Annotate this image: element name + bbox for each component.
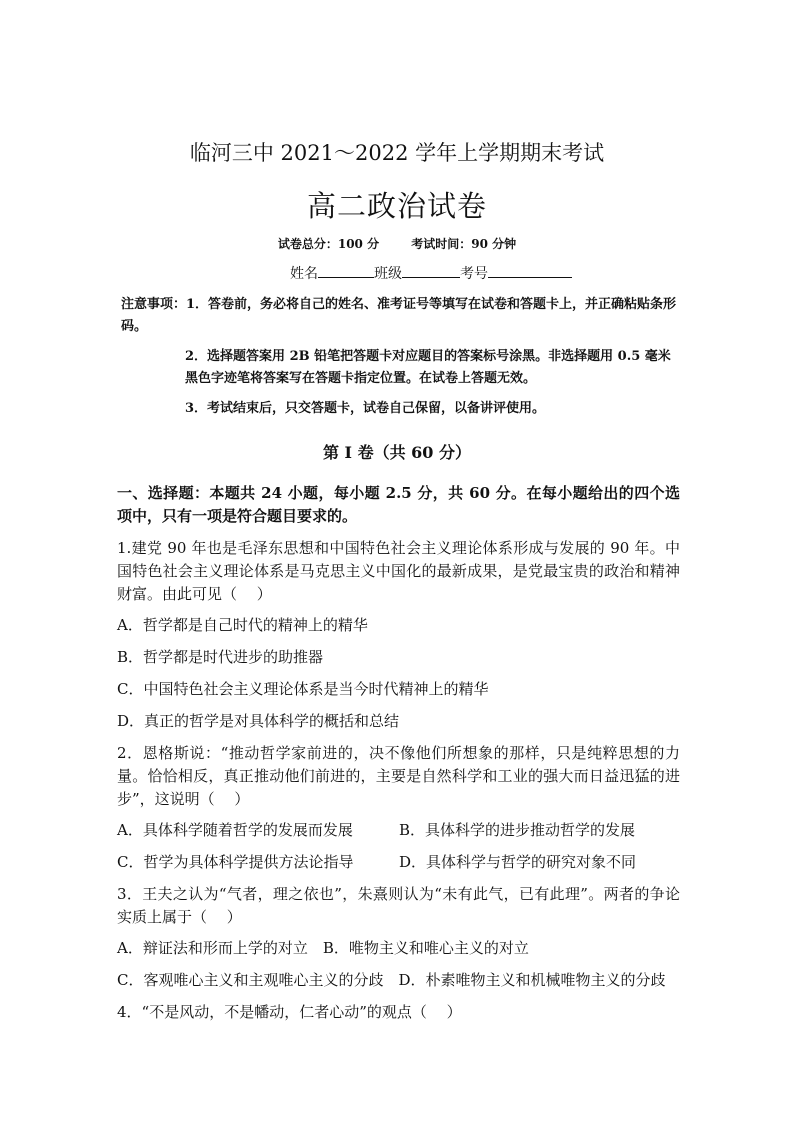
note-item: 2．选择题答案用 2B 铅笔把答题卡对应题目的答案标号涂黑。非选择题用 0.5 毫米黑色字迹笔将答案写在答题卡指定位置。在试卷上答题无效。 bbox=[185, 349, 671, 386]
option-b: B．哲学都是时代进步的助推器 bbox=[117, 648, 324, 666]
option-row bbox=[117, 819, 680, 842]
question-stem: 1.建党 90 年也是毛泽东思想和中国特色社会主义理论体系形成与发展的 90 年。中国特色社会主义理论体系是马克思主义中国化的最新成果，是党最宝贵的政治和精神财富。由此可见（ ） bbox=[117, 539, 680, 603]
option-a: A．辩证法和形而上学的对立 bbox=[117, 939, 308, 957]
option-c: C．客观唯心主义和主观唯心主义的分歧 bbox=[117, 971, 384, 989]
total-score: 试卷总分：100 分 bbox=[277, 237, 380, 251]
question-stem: 2．恩格斯说：“推动哲学家前进的，决不像他们所想象的那样，只是纯粹思想的力量。恰恰相反，真正推动他们前进的，主要是自然科学和工业的强大而日益迅猛的进步”，这说明（ ） bbox=[117, 744, 680, 808]
id-blank bbox=[488, 263, 572, 278]
questions-area bbox=[117, 482, 680, 1032]
option-b: B．唯物主义和唯心主义的对立 bbox=[322, 939, 529, 957]
option-d: D．具体科学与哲学的研究对象不同 bbox=[399, 853, 637, 871]
option-d: D．真正的哲学是对具体科学的概括和总结 bbox=[117, 712, 400, 730]
option-c: C．哲学为具体科学提供方法论指导 bbox=[117, 853, 354, 871]
option-d: D．朴素唯物主义和机械唯物主义的分歧 bbox=[398, 971, 666, 989]
section-instruction: 一、选择题：本题共 24 小题，每小题 2.5 分，共 60 分。在每小题给出的四个选项中，只有一项是符合题目要求的。 bbox=[117, 484, 680, 525]
class-label: 班级 bbox=[374, 266, 402, 282]
question-stem: 4．“不是风动，不是幡动，仁者心动”的观点（ ） bbox=[117, 1003, 462, 1021]
option-a: A．哲学都是自己时代的精神上的精华 bbox=[117, 616, 368, 634]
option-b: B．具体科学的进步推动哲学的发展 bbox=[399, 821, 636, 839]
question-stem: 3．王夫之认为“气者，理之依也”，朱熹则认为“未有此气，已有此理”。两者的争论实质上属于（ ） bbox=[117, 885, 680, 926]
exam-subject-title: 高二政治试卷 bbox=[306, 189, 487, 223]
exam-time: 考试时间：90 分钟 bbox=[411, 237, 517, 251]
name-label: 姓名 bbox=[290, 266, 318, 282]
option-c: C．中国特色社会主义理论体系是当今时代精神上的精华 bbox=[117, 680, 489, 698]
exam-meta-line bbox=[0, 235, 794, 252]
note-item: 3．考试结束后，只交答题卡，试卷自己保留，以备讲评使用。 bbox=[185, 401, 546, 416]
option-row bbox=[117, 937, 680, 960]
option-a: A．具体科学随着哲学的发展而发展 bbox=[117, 821, 353, 839]
section-title: 第 I 卷（共 60 分） bbox=[322, 443, 472, 462]
option-row bbox=[117, 969, 680, 992]
notes-label: 注意事项： bbox=[121, 297, 187, 312]
id-label: 考号 bbox=[460, 266, 488, 282]
school-exam-title: 临河三中 2021～2022 学年上学期期末考试 bbox=[189, 141, 605, 165]
name-blank bbox=[318, 263, 374, 278]
notes-block bbox=[121, 294, 681, 420]
option-row bbox=[117, 851, 680, 874]
class-blank bbox=[402, 263, 460, 278]
student-info-line bbox=[290, 263, 572, 283]
note-item: 注意事项：1．答卷前，务必将自己的姓名、准考证号等填写在试卷和答题卡上，并正确粘贴条形码。 bbox=[121, 297, 677, 334]
